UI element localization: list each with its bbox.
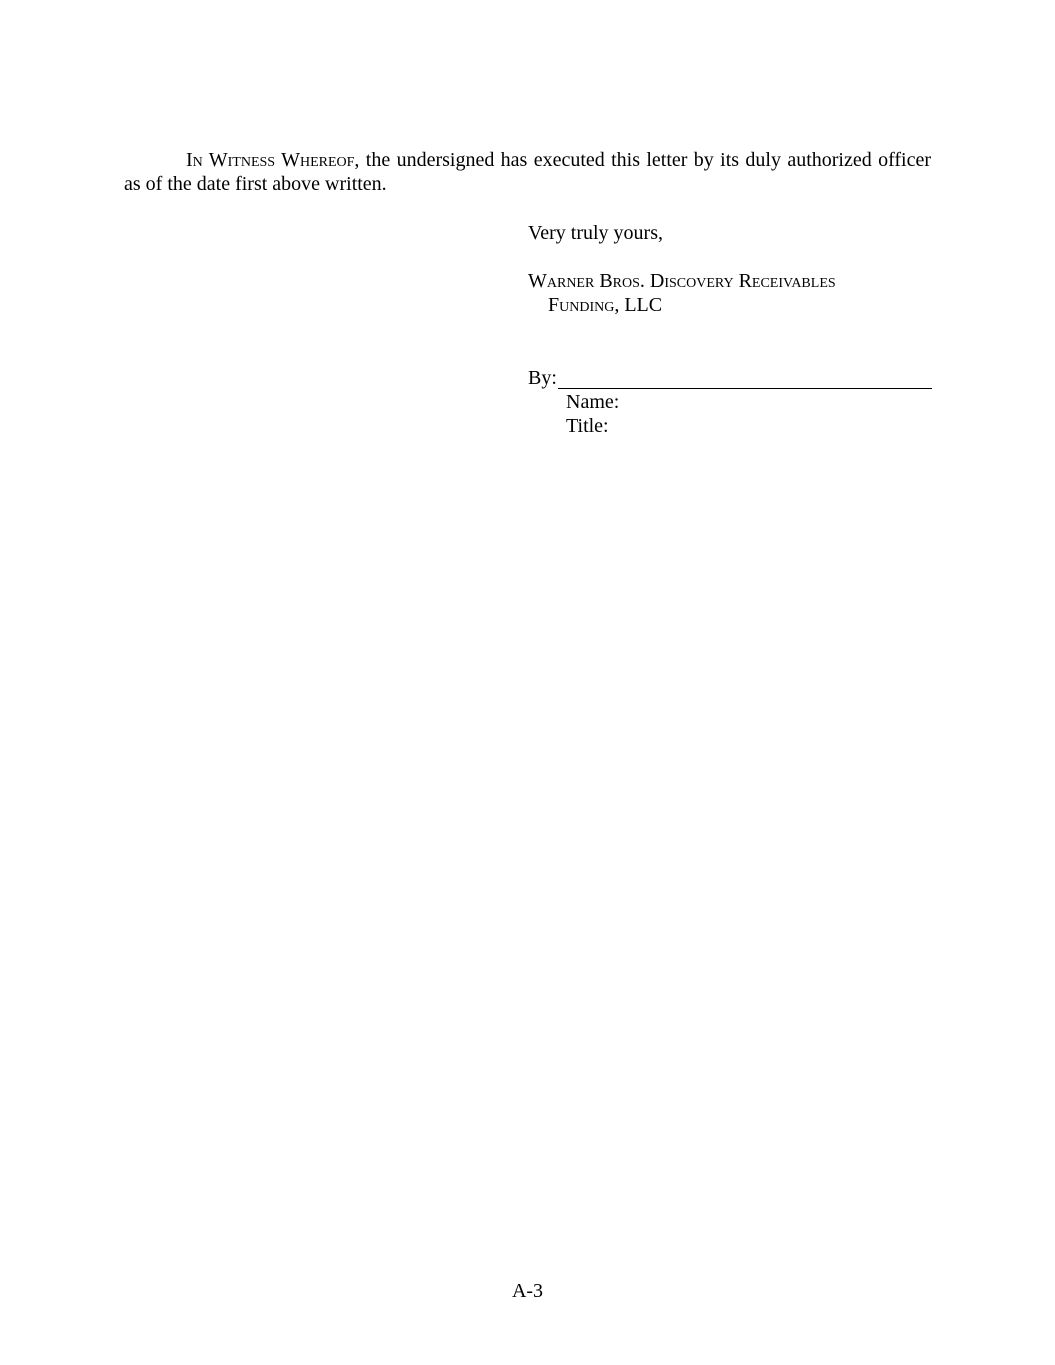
signature-row xyxy=(528,366,932,390)
by-label: By: xyxy=(528,367,557,389)
witness-lead: In Witness Whereof xyxy=(186,149,355,171)
name-label: Name: xyxy=(566,391,620,413)
entity-name-line2: Funding, LLC xyxy=(548,294,663,316)
entity-name xyxy=(528,269,932,317)
witness-paragraph xyxy=(124,148,931,196)
closing-salutation: Very truly yours, xyxy=(528,222,663,244)
title-label: Title: xyxy=(566,415,609,437)
entity-name-line1: Warner Bros. Discovery Receivables xyxy=(528,270,836,292)
signature-line xyxy=(558,388,932,389)
page-number: A-3 xyxy=(511,1280,544,1302)
witness-body: , the undersigned has executed this letter by its duly authorized officer as of the date first above written. xyxy=(124,149,932,195)
